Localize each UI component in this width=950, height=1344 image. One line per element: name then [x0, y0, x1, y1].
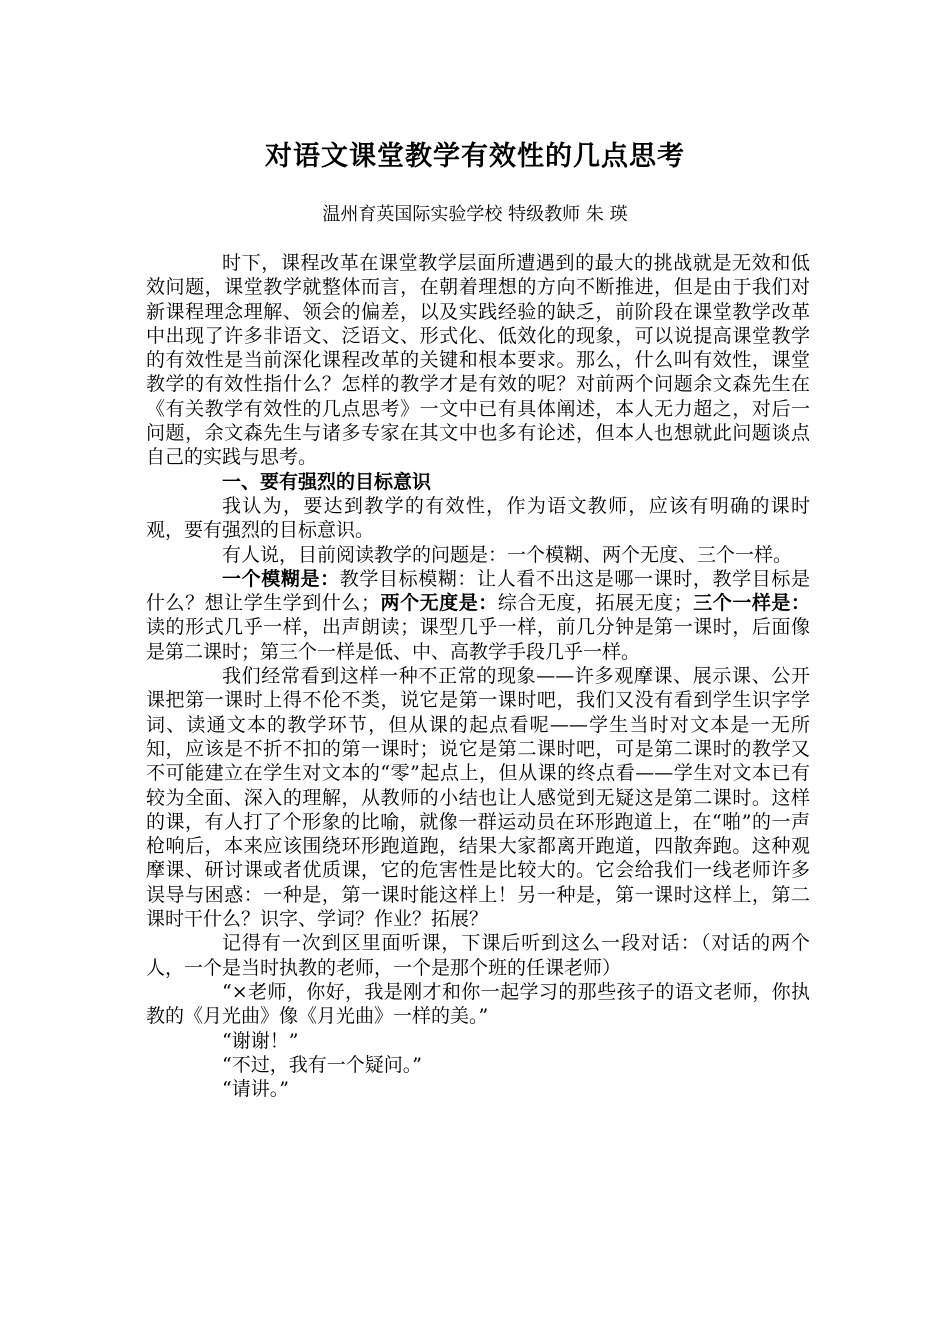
paragraph-4: 我们经常看到这样一种不正常的现象——许多观摩课、展示课、公开课把第一课时上得不伦不类，说它是第一课时吧，我们又没有看到学生识字学词、读通文本的教学环节，但从课的起点看呢——学生当时对文本是一无所知，应该是不折不扣的第一课时；说它是第二课时吧，可是第二课时的教学又不可能建立在学生对文本的“零”起点上，但从课的终点看——学生对文本已有较为全面、深入的理解，从教师的小结也让人感觉到无疑这是第二课时。这样的课，有人打了个形象的比喻，就像一群运动员在环形跑道上，在“啪”的一声枪响后，本来应该围绕环形跑道跑，结果大家都离开跑道，四散奔跑。这种观摩课、研讨课或者优质课，它的危害性是比较大的。它会给我们一线老师许多误导与困惑：一种是，第一课时能这样上！另一种是，第一课时这样上，第二课时干什么？识字、学词？作业？拓展？ — [146, 665, 810, 931]
paragraph-3-text-3: 读的形式几乎一样，出声朗读；课型几乎一样，前几分钟是第一课时，后面像是第二课时；第三个一样是低、中、高教学手段几乎一样。 — [146, 616, 810, 663]
intro-paragraph: 时下，课程改革在课堂教学层面所遭遇到的最大的挑战就是无效和低效问题，课堂教学就整体而言，在朝着理想的方向不断推进，但是由于我们对新课程理念理解、领会的偏差，以及实践经验的缺乏，前阶段在课堂教学改革中出现了许多非语文、泛语文、形式化、低效化的现象，可以说提高课堂教学的有效性是当前深化课程改革的关键和根本要求。那么，什么叫有效性，课堂教学的有效性指什么？怎样的教学才是有效的呢？对前两个问题余文森先生在《有关教学有效性的几点思考》一文中已有具体阐述，本人无力超之，对后一问题，余文森先生与诸多专家在其文中也多有论述，但本人也想就此问题谈点自己的实践与思考。 — [146, 252, 810, 469]
paragraph-1: 我认为，要达到教学的有效性，作为语文教师，应该有明确的课时观，要有强烈的目标意识。 — [146, 494, 810, 542]
paragraph-3-text-1: 教学目标模糊：让人看不出这是哪一课时，教学目标是什么？想让学生学到什么； — [146, 567, 810, 615]
author-line: 温州育英国际实验学校 特级教师 朱 瑛 — [322, 204, 628, 225]
paragraph-6: “×老师，你好，我是刚才和你一起学习的那些孩子的语文老师，你执教的《月光曲》像《月光曲》一样的美。” — [146, 980, 810, 1028]
dialogue-line-1: “谢谢！” — [222, 1029, 299, 1052]
dialogue-line-2: “不过，我有一个疑问。” — [222, 1053, 422, 1076]
keyword-one-vague: 一个模糊是： — [222, 567, 340, 590]
page-title: 对语文课堂教学有效性的几点思考 — [265, 141, 685, 172]
section-heading: 一、要有强烈的目标意识 — [222, 470, 432, 493]
paragraph-3 — [146, 567, 810, 664]
keyword-two-unlimited: 两个无度是： — [379, 592, 498, 615]
keyword-three-same: 三个一样是： — [692, 592, 810, 615]
dialogue-line-3: “请讲。” — [222, 1078, 289, 1101]
article-body — [146, 251, 810, 1101]
paragraph-5: 记得有一次到区里面听课，下课后听到这么一段对话：（对话的两个人，一个是当时执教的老师，一个是那个班的任课老师） — [146, 932, 810, 979]
paragraph-3-text-2: 综合无度，拓展无度； — [497, 592, 693, 615]
paragraph-2: 有人说，目前阅读教学的问题是：一个模糊、两个无度、三个一样。 — [222, 543, 793, 566]
